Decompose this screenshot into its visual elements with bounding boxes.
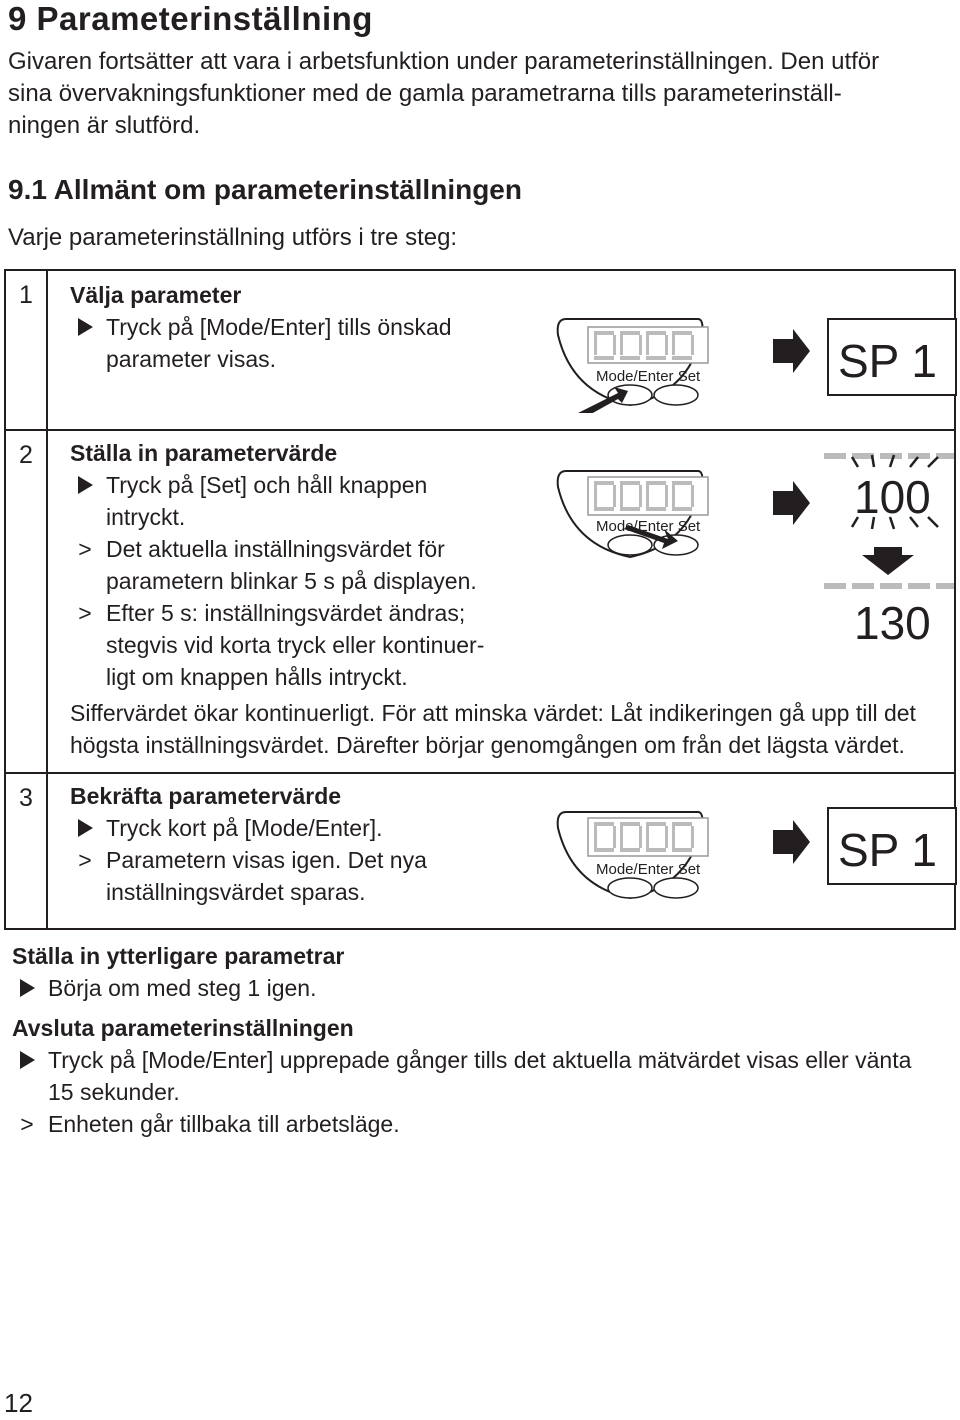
step-number: 2 xyxy=(5,430,47,773)
result-line: > Enheten går tillbaka till arbetsläge. xyxy=(20,1111,400,1137)
device-label: Mode/Enter Set xyxy=(596,368,701,385)
result-line: > Det aktuella inställningsvärdet för xyxy=(78,536,445,562)
intro-line: Givaren fortsätter att vara i arbetsfunktion under parameterinställningen. Den utför xyxy=(8,48,880,75)
step-row xyxy=(5,270,955,430)
step-row xyxy=(5,430,955,773)
instruction-line: Tryck kort på [Mode/Enter]. xyxy=(70,812,510,844)
display-value-blinking: 100 xyxy=(854,471,931,523)
page-heading: 9 Parameterinställning xyxy=(8,0,373,37)
result-line-cont: inställningsvärdet sparas. xyxy=(106,879,366,905)
set-button xyxy=(654,878,698,898)
instruction-line-cont: intryckt. xyxy=(106,504,186,530)
mode-enter-button xyxy=(608,878,652,898)
step-title: Bekräfta parametervärde xyxy=(70,783,342,809)
display-result-segments xyxy=(824,583,954,589)
step-content xyxy=(47,430,955,773)
set-button xyxy=(654,385,698,405)
result-line-cont: stegvis vid korta tryck eller kontinuer- xyxy=(106,632,485,658)
down-arrow-icon xyxy=(862,547,914,575)
instruction-line: Tryck på [Mode/Enter] upprepade gånger tills det aktuella mätvärdet visas eller vänta xyxy=(12,1044,942,1076)
extra-instructions xyxy=(12,940,942,1140)
mode-enter-button xyxy=(608,535,652,555)
arrow-icon xyxy=(20,1051,35,1069)
instruction-line: Tryck på [Set] och håll knappen xyxy=(70,469,510,501)
step-number: 1 xyxy=(5,270,47,430)
arrow-icon xyxy=(20,979,35,997)
result-line-cont: ligt om knappen hålls intryckt. xyxy=(106,664,408,690)
step3-illustration xyxy=(518,794,958,906)
result-line-cont: parametern blinkar 5 s på displayen. xyxy=(106,568,477,594)
intro-line: sina övervakningsfunktioner med de gamla parametrarna tills parameterinställ- xyxy=(8,80,842,107)
step-content xyxy=(47,270,955,430)
extra-title: Avsluta parameterinställningen xyxy=(12,1015,354,1041)
step-note: Siffervärdet ökar kontinuerligt. För att minska värdet: Låt indikeringen gå upp till det högsta inställningsvärdet. Därefter börjar genomgången om från det lägsta värdet. xyxy=(70,700,916,758)
step-number: 3 xyxy=(5,773,47,929)
instruction-line-cont: parameter visas. xyxy=(106,346,277,372)
step2-illustration xyxy=(518,449,958,697)
display-blink-segments xyxy=(824,453,954,459)
steps-table xyxy=(4,269,956,930)
instruction-line: Börja om med steg 1 igen. xyxy=(12,972,942,1004)
page-number: 12 xyxy=(4,1388,33,1418)
intro-line: ningen är slutförd. xyxy=(8,112,201,139)
result-line: > Parametern visas igen. Det nya xyxy=(78,847,427,873)
right-arrow-icon xyxy=(773,329,810,373)
step-title: Välja parameter xyxy=(70,282,242,308)
result-line: > Efter 5 s: inställningsvärdet ändras; xyxy=(78,600,466,626)
arrow-icon xyxy=(78,318,93,336)
instruction-line-cont: 15 sekunder. xyxy=(48,1079,180,1105)
device-label: Mode/Enter Set xyxy=(596,518,701,535)
arrow-icon xyxy=(78,476,93,494)
section-intro: Varje parameterinställning utförs i tre steg: xyxy=(8,224,458,251)
step-row xyxy=(5,773,955,929)
step-content xyxy=(47,773,955,929)
display-value: SP 1 xyxy=(838,824,937,876)
extra-title: Ställa in ytterligare parametrar xyxy=(12,943,345,969)
arrow-icon xyxy=(78,819,93,837)
right-arrow-icon xyxy=(773,481,810,525)
device-label: Mode/Enter Set xyxy=(596,861,701,878)
instruction-line: Tryck på [Mode/Enter] tills önskad xyxy=(70,311,510,343)
right-arrow-icon xyxy=(773,820,810,864)
display-value-result: 130 xyxy=(854,597,931,649)
section-heading: 9.1 Allmänt om parameterinställningen xyxy=(8,174,522,205)
step1-illustration xyxy=(518,301,958,413)
step-title: Ställa in parametervärde xyxy=(70,440,338,466)
intro-paragraph xyxy=(8,46,879,142)
display-value: SP 1 xyxy=(838,335,937,387)
